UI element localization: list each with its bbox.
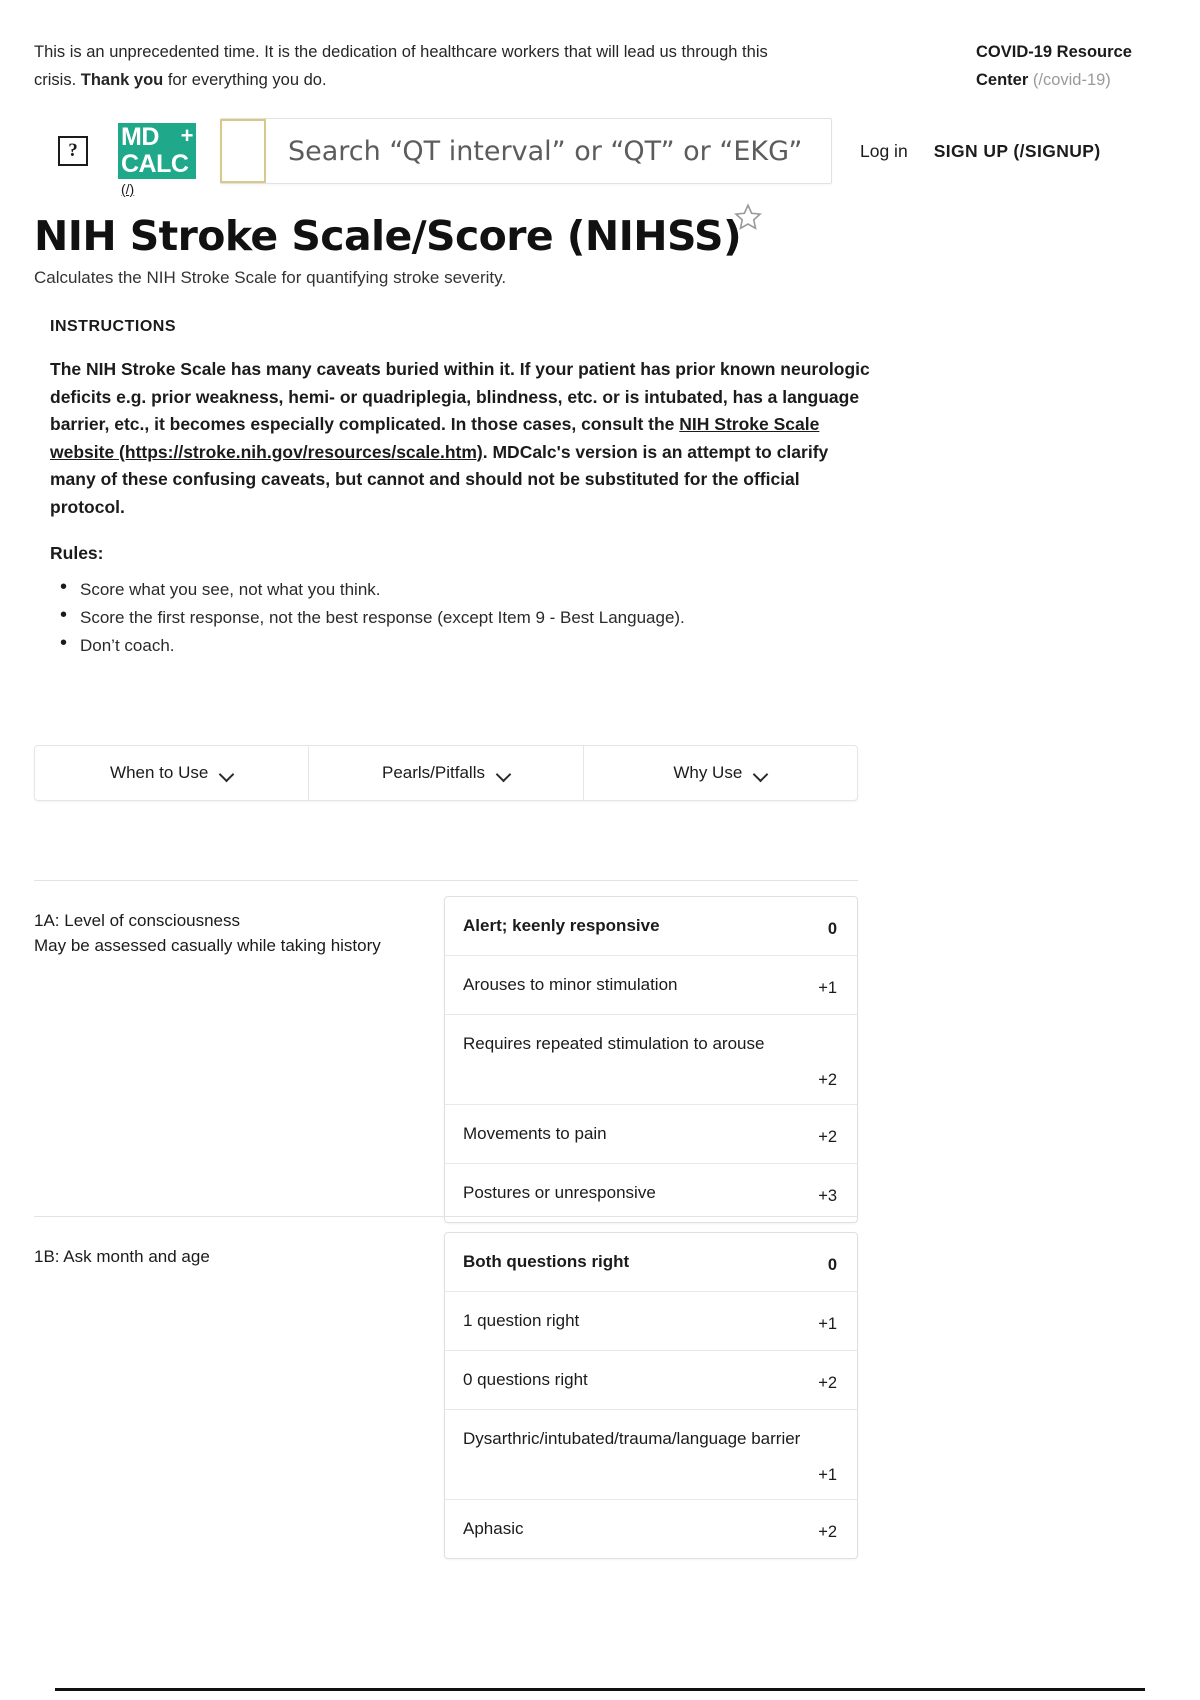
covid-banner-message — [34, 38, 804, 94]
help-icon[interactable]: ? — [58, 136, 88, 166]
logo-url-label: (/) — [121, 181, 135, 197]
instructions-text-1: The NIH Stroke Scale has many caveats buried within it. If your patient has prior known neurologic deficits e.g. prior weakness, hemi- or quadriplegia, blindness, etc. or is intubated, has a language barrier, etc., it becomes especially complicated. In those cases, consult the — [50, 359, 870, 434]
option-value: +1 — [818, 1466, 837, 1484]
option-row[interactable] — [445, 1500, 857, 1558]
covid-banner-text-1: This is an unprecedented time. It is the dedication of healthcare workers that will lead us through this crisis. — [34, 43, 768, 89]
option-value: +2 — [818, 1128, 837, 1146]
page-bottom-rule — [55, 1688, 1145, 1691]
tab-when-to-use-label: When to Use — [110, 763, 209, 782]
option-row[interactable] — [445, 1351, 857, 1410]
mdcalc-logo-link[interactable] — [118, 123, 196, 197]
option-value: +2 — [818, 1374, 837, 1392]
rule-item: • Don’t coach. — [50, 632, 870, 660]
instructions-body — [50, 356, 870, 521]
tab-pearls-pitfalls[interactable] — [309, 746, 583, 800]
option-label: 1 question right — [463, 1311, 580, 1330]
option-row[interactable] — [445, 1164, 857, 1222]
option-label: Aphasic — [463, 1519, 524, 1538]
section-divider — [34, 880, 858, 881]
chevron-down-icon — [754, 769, 767, 777]
option-row[interactable] — [445, 897, 857, 956]
search-bar[interactable] — [220, 118, 832, 184]
logo-plus-icon: + — [180, 123, 193, 148]
instructions-text-2: . MDCalc's version is an attempt to clarify many of these confusing caveats, but cannot and should not be substituted for the official protocol. — [50, 441, 829, 517]
chevron-down-icon — [220, 769, 233, 777]
logo-line-1: MD — [121, 123, 159, 151]
search-icon[interactable] — [220, 119, 266, 183]
option-label: 0 questions right — [463, 1370, 588, 1389]
option-row[interactable] — [445, 1105, 857, 1164]
option-row[interactable] — [445, 956, 857, 1015]
auth-actions — [860, 141, 1101, 162]
instructions-heading: INSTRUCTIONS — [50, 318, 176, 335]
question-1b-title: 1B: Ask month and age — [34, 1247, 210, 1266]
covid-resource-center-label: COVID-19 Resource Center — [976, 43, 1132, 89]
option-value: +3 — [818, 1187, 837, 1205]
title-block — [34, 212, 1164, 288]
covid-resource-center-link[interactable] — [976, 38, 1166, 94]
option-label: Requires repeated stimulation to arouse — [463, 1034, 765, 1053]
option-label: Arouses to minor stimulation — [463, 975, 678, 994]
covid-banner — [0, 38, 1200, 94]
login-link[interactable]: Log in — [860, 140, 908, 161]
info-tabs — [34, 745, 858, 801]
rules-list — [50, 576, 870, 660]
question-1a-options — [444, 896, 858, 1223]
option-label: Dysarthric/intubated/trauma/language barrier — [463, 1429, 801, 1448]
page-title: NIH Stroke Scale/Score (NIHSS) — [34, 212, 742, 260]
option-value: 0 — [827, 1256, 837, 1274]
question-1a — [34, 896, 858, 1223]
covid-banner-text-2: for everything you do. — [163, 71, 327, 89]
mdcalc-logo-icon — [118, 123, 196, 179]
logo-line-2: CALC — [121, 150, 189, 178]
rule-item: • Score what you see, not what you think. — [50, 576, 870, 604]
tab-pearls-pitfalls-label: Pearls/Pitfalls — [382, 763, 485, 782]
instructions-block — [50, 318, 870, 660]
option-label: Postures or unresponsive — [463, 1183, 656, 1202]
option-row[interactable] — [445, 1410, 857, 1500]
option-row[interactable] — [445, 1292, 857, 1351]
option-value: +2 — [818, 1523, 837, 1541]
rules-heading: Rules: — [50, 543, 104, 563]
page-subtitle: Calculates the NIH Stroke Scale for quantifying stroke severity. — [34, 268, 507, 287]
signup-link[interactable]: SIGN UP (/SIGNUP) — [933, 140, 1101, 161]
question-1b — [34, 1232, 858, 1559]
site-header — [0, 112, 1200, 197]
tab-why-use[interactable] — [584, 746, 857, 800]
chevron-down-icon — [497, 769, 510, 777]
option-label: Alert; keenly responsive — [463, 916, 660, 935]
question-1a-title: 1A: Level of consciousness — [34, 911, 241, 930]
option-label: Both questions right — [463, 1252, 630, 1271]
option-value: +2 — [818, 1071, 837, 1089]
tab-when-to-use[interactable] — [35, 746, 309, 800]
covid-resource-center-url: (/covid-19) — [1032, 71, 1111, 89]
option-row[interactable] — [445, 1233, 857, 1292]
question-1a-label — [34, 896, 444, 958]
option-row[interactable] — [445, 1015, 857, 1105]
tab-why-use-label: Why Use — [673, 763, 743, 782]
covid-banner-thankyou: Thank you — [80, 71, 164, 89]
question-1a-subtitle: May be assessed casually while taking history — [34, 936, 381, 955]
option-value: +1 — [818, 1315, 837, 1333]
rule-item: • Score the first response, not the best response (except Item 9 - Best Language). — [50, 604, 870, 632]
question-1b-label — [34, 1232, 444, 1269]
option-value: 0 — [827, 920, 837, 938]
section-divider — [34, 1216, 858, 1217]
search-input[interactable]: Search “QT interval” or “QT” or “EKG” — [288, 135, 803, 167]
option-value: +1 — [818, 979, 837, 997]
nih-stroke-scale-website-link[interactable]: NIH Stroke Scale website (https://stroke.nih.gov/resources/scale.htm) — [50, 414, 820, 462]
question-1b-options — [444, 1232, 858, 1559]
option-label: Movements to pain — [463, 1124, 607, 1143]
favorite-star-icon[interactable] — [733, 202, 763, 237]
